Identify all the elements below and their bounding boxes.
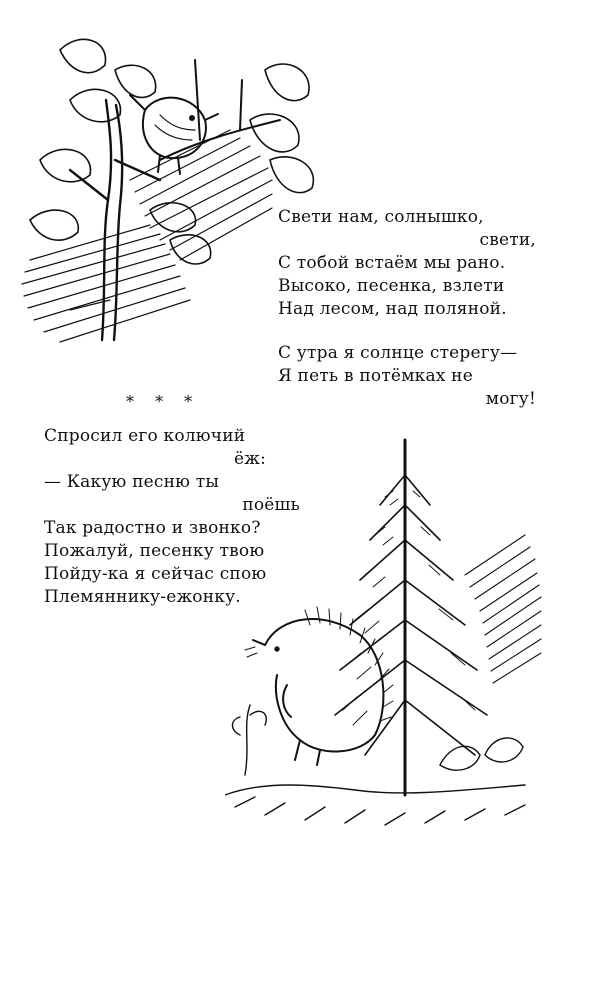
verse-line: С тобой встаём мы рано. [278,253,506,273]
verse-line: Пойду-ка я сейчас спою [44,564,267,584]
verse-line: — Какую песню ты [44,472,220,492]
verse-line: Пожалуй, песенку твою [44,541,265,561]
verse-line: Свети нам, солнышко, [278,207,484,227]
hedgehog-fir-drawing [225,435,565,855]
hedgehog-under-fir-illustration [225,435,565,855]
verse-line: Племяннику-ежонку. [44,587,241,607]
section-separator: * * * [126,392,201,411]
verse-line: Высоко, песенка, взлети [278,276,505,296]
verse-sun [278,206,536,321]
verse-morning [278,342,536,411]
verse-line: Спросил его колючий [44,426,246,446]
verse-line: ёж: [233,449,266,469]
verse-line: С утра я солнце стерегу— [278,343,518,363]
verse-line: могу! [485,389,536,409]
verse-line: Так радостно и звонко? [44,518,261,538]
verse-line: Над лесом, над поляной. [278,299,507,319]
verse-line: Я петь в потёмках не [278,366,473,386]
verse-line: поёшь [242,495,300,515]
verse-line: свети, [479,230,536,250]
